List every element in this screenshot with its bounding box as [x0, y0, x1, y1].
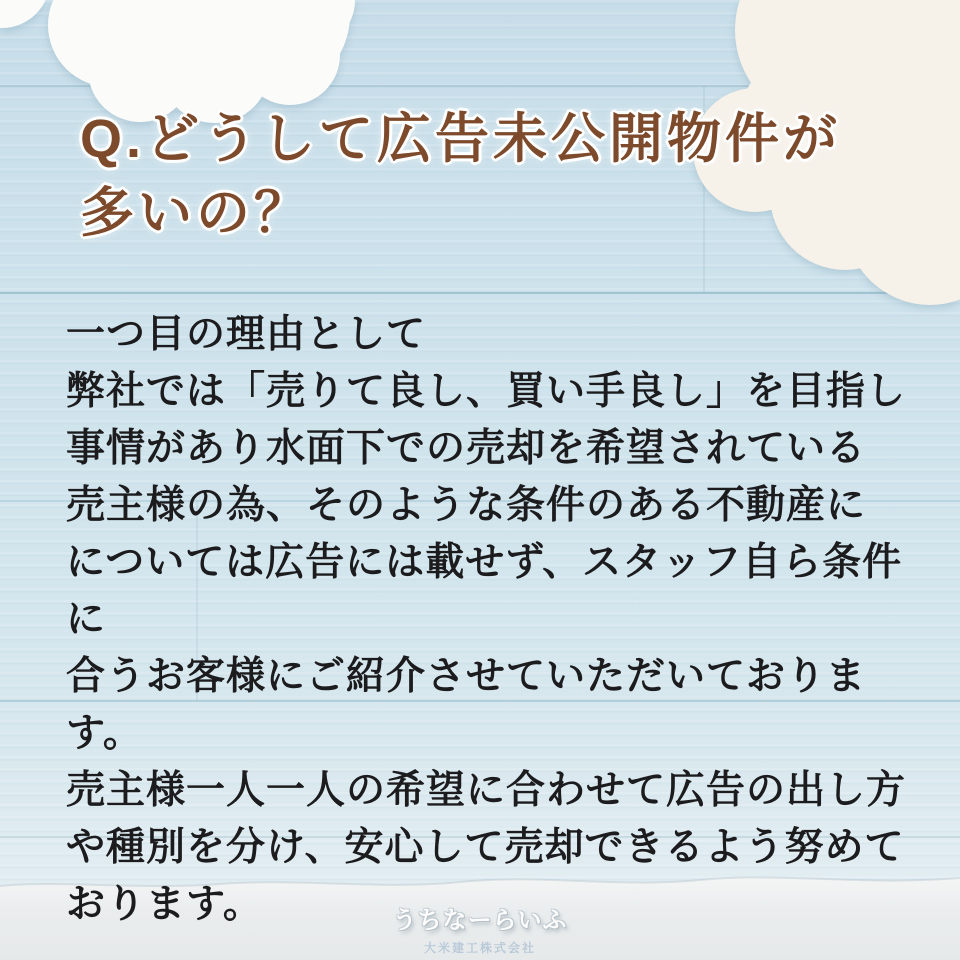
answer-line: 合うお客様にご紹介させていただいておりま — [66, 655, 867, 698]
answer-text — [66, 306, 926, 933]
answer-line: 売主様の為、そのような条件のある不動産に — [66, 484, 867, 527]
question-title-line2: 多いの？ — [80, 183, 312, 243]
question-title-line1: Q.どうして広告未公開物件が — [80, 109, 842, 169]
answer-line: については広告には載せず、スタッフ自ら条件に — [66, 541, 903, 641]
answer-line: 弊社では「売りて良し、買い手良し」を目指し — [66, 370, 907, 413]
answer-line: 事情があり水面下での売却を希望されている — [66, 427, 867, 470]
answer-line: 一つ目の理由として — [66, 313, 427, 356]
brand-logo-text: うちなーらいふ — [392, 907, 568, 934]
answer-line: す。 — [66, 712, 143, 755]
footer-brand — [0, 900, 960, 956]
question-title — [80, 102, 841, 250]
answer-line: 売主様一人一人の希望に合わせて広告の出し方 — [66, 769, 907, 812]
answer-line: おります。 — [66, 883, 263, 926]
company-name-text: 大米建工株式会社 — [423, 941, 536, 955]
answer-line: や種別を分け、安心して売却できるよう努めて — [66, 826, 905, 869]
